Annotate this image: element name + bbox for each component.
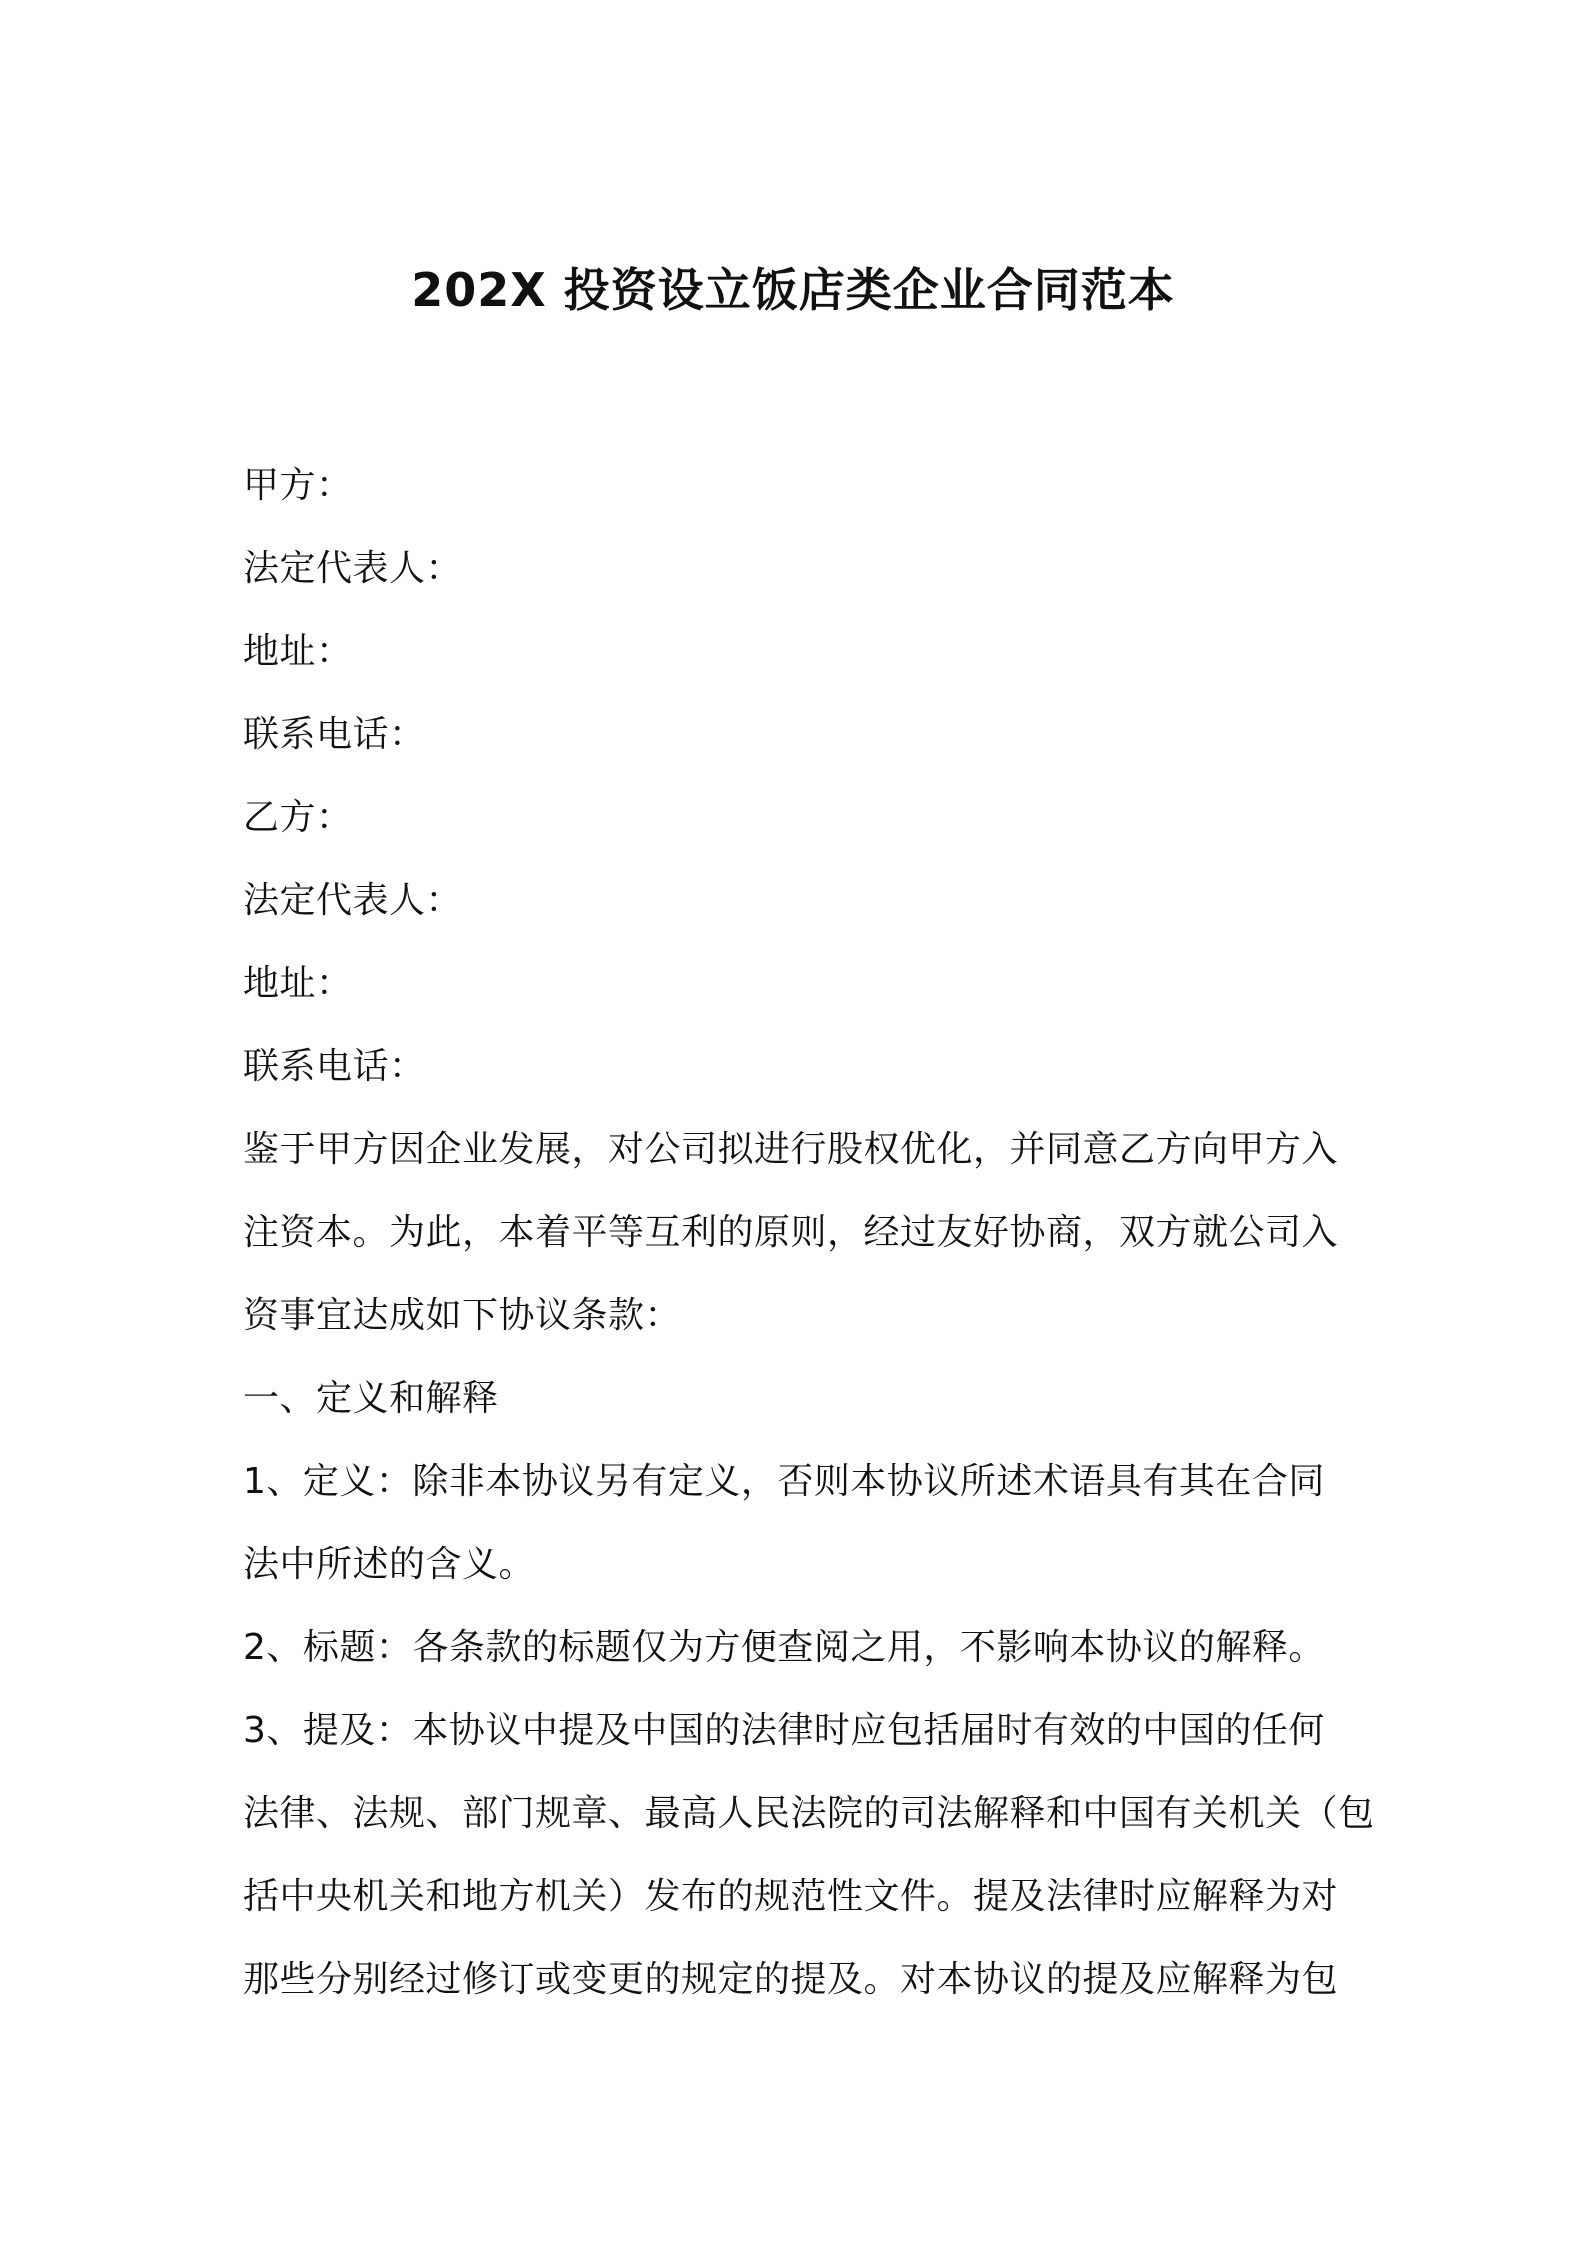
clause-line: 括中央机关和地方机关）发布的规范性文件。提及法律时应解释为对: [243, 1876, 1339, 1917]
preamble-line: 注资本。为此，本着平等互利的原则，经过友好协商，双方就公司入: [243, 1212, 1339, 1253]
party-b-legal-representative-label: 法定代表人：: [243, 880, 463, 921]
preamble-line: 资事宜达成如下协议条款：: [243, 1295, 682, 1336]
clause-line: 3、提及：本协议中提及中国的法律时应包括届时有效的中国的任何: [243, 1710, 1325, 1751]
clause-line: 2、标题：各条款的标题仅为方便查阅之用，不影响本协议的解释。: [243, 1627, 1325, 1668]
party-a-address-label: 地址：: [243, 631, 353, 672]
preamble-line: 鉴于甲方因企业发展，对公司拟进行股权优化，并同意乙方向甲方入: [243, 1129, 1339, 1170]
document-title: 202X 投资设立饭店类企业合同范本: [411, 263, 1175, 317]
party-a-label: 甲方：: [243, 465, 353, 506]
document-body: [243, 444, 1375, 2021]
clause-line: 1、定义：除非本协议另有定义，否则本协议所述术语具有其在合同: [243, 1461, 1325, 1502]
clause-line: 那些分别经过修订或变更的规定的提及。对本协议的提及应解释为包: [243, 1959, 1339, 2000]
party-b-address-label: 地址：: [243, 963, 353, 1004]
section-heading-definitions: 一、定义和解释: [243, 1378, 499, 1419]
party-b-label: 乙方：: [243, 797, 353, 838]
clause-line: 法中所述的含义。: [243, 1544, 536, 1585]
clause-line: 法律、法规、部门规章、最高人民法院的司法解释和中国有关机关（包: [243, 1793, 1375, 1834]
party-a-legal-representative-label: 法定代表人：: [243, 548, 463, 589]
party-b-phone-label: 联系电话：: [243, 1046, 426, 1087]
party-a-phone-label: 联系电话：: [243, 714, 426, 755]
